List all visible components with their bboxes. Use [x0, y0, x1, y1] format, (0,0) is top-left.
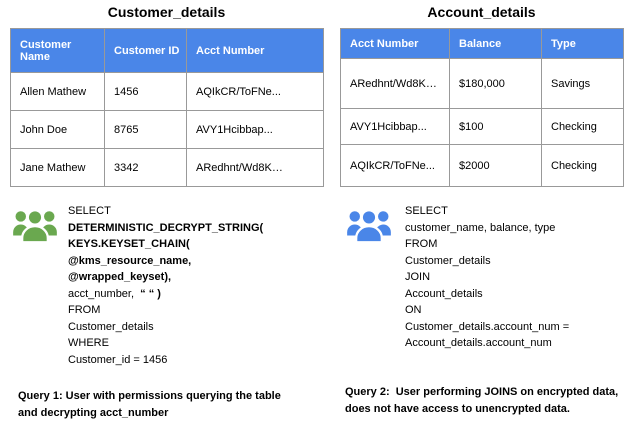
table-cell: Jane Mathew	[11, 149, 105, 187]
query-line: ON	[405, 304, 422, 316]
table-cell: ARedhnt/Wd8K…	[341, 59, 450, 109]
left-query-code	[68, 203, 263, 368]
table-cell: Checking	[542, 109, 624, 145]
table-row	[11, 111, 324, 149]
query-line: FROM	[68, 304, 101, 316]
column-header: Type	[542, 29, 624, 59]
table-row	[341, 145, 624, 187]
table-cell: AVY1Hcibbap...	[187, 111, 324, 149]
table-cell: $2000	[450, 145, 542, 187]
table-row	[11, 73, 324, 111]
customer-table-title: Customer_details	[107, 4, 226, 20]
column-header: Acct Number	[187, 29, 324, 73]
query-line: Account_details.account_num	[405, 337, 552, 349]
table-cell: AQIkCR/ToFNe...	[187, 73, 324, 111]
table-cell: $180,000	[450, 59, 542, 109]
table-cell: Checking	[542, 145, 624, 187]
column-header: Customer Name	[11, 29, 105, 73]
query-line: Account_details	[405, 287, 483, 300]
account-details-panel	[340, 0, 623, 442]
right-table-head-row	[341, 29, 624, 59]
table-row	[11, 149, 324, 187]
left-query-block	[12, 203, 263, 368]
query-line: Customer_details	[68, 320, 154, 333]
query-line: customer_name, balance, type	[405, 221, 556, 234]
table-cell: 1456	[105, 73, 187, 111]
query-line: Customer_details.account_num =	[405, 320, 570, 333]
query-line: @wrapped_keyset),	[68, 271, 172, 283]
right-query-code	[405, 203, 569, 352]
query-line: WHERE	[68, 337, 109, 349]
customer-details-table	[10, 28, 324, 187]
table-cell: AQIkCR/ToFNe...	[341, 145, 450, 187]
table-cell: John Doe	[11, 111, 105, 149]
column-header: Balance	[450, 29, 542, 59]
query-line: SELECT	[68, 205, 111, 217]
query-line: Customer_id = 1456	[68, 353, 168, 366]
query2-caption: Query 2: User performing JOINS on encrypted data, does not have access to unencrypted data.	[345, 386, 622, 415]
query-line: SELECT	[405, 205, 448, 217]
customer-details-panel	[10, 0, 323, 442]
table-cell: Savings	[542, 59, 624, 109]
people-group-icon	[346, 206, 392, 244]
query-line: JOIN	[405, 271, 431, 283]
table-cell: 3342	[105, 149, 187, 187]
table-cell: $100	[450, 109, 542, 145]
account-details-table	[340, 28, 624, 187]
table-row	[341, 59, 624, 109]
column-header: Acct Number	[341, 29, 450, 59]
query-line: DETERMINISTIC_DECRYPT_STRING(	[68, 221, 264, 234]
query-line: KEYS.KEYSET_CHAIN(	[68, 238, 190, 250]
column-header: Customer ID	[105, 29, 187, 73]
query-line: @kms_resource_name,	[68, 254, 192, 267]
people-group-icon	[12, 206, 58, 244]
table-cell: AVY1Hcibbap...	[341, 109, 450, 145]
left-table-head-row	[11, 29, 324, 73]
left-table-body	[11, 73, 324, 187]
right-table-body	[341, 59, 624, 187]
table-row	[341, 109, 624, 145]
query-line: FROM	[405, 238, 438, 250]
table-cell: ARedhnt/Wd8K…	[187, 149, 324, 187]
query1-caption: Query 1: User with permissions querying the table and decrypting acct_number	[18, 390, 284, 419]
query-line: Customer_details	[405, 254, 491, 267]
right-query-block	[346, 203, 569, 352]
query-line: acct_number, “ “ )	[68, 287, 161, 300]
table-cell: 8765	[105, 111, 187, 149]
account-table-title: Account_details	[427, 4, 536, 20]
table-cell: Allen Mathew	[11, 73, 105, 111]
